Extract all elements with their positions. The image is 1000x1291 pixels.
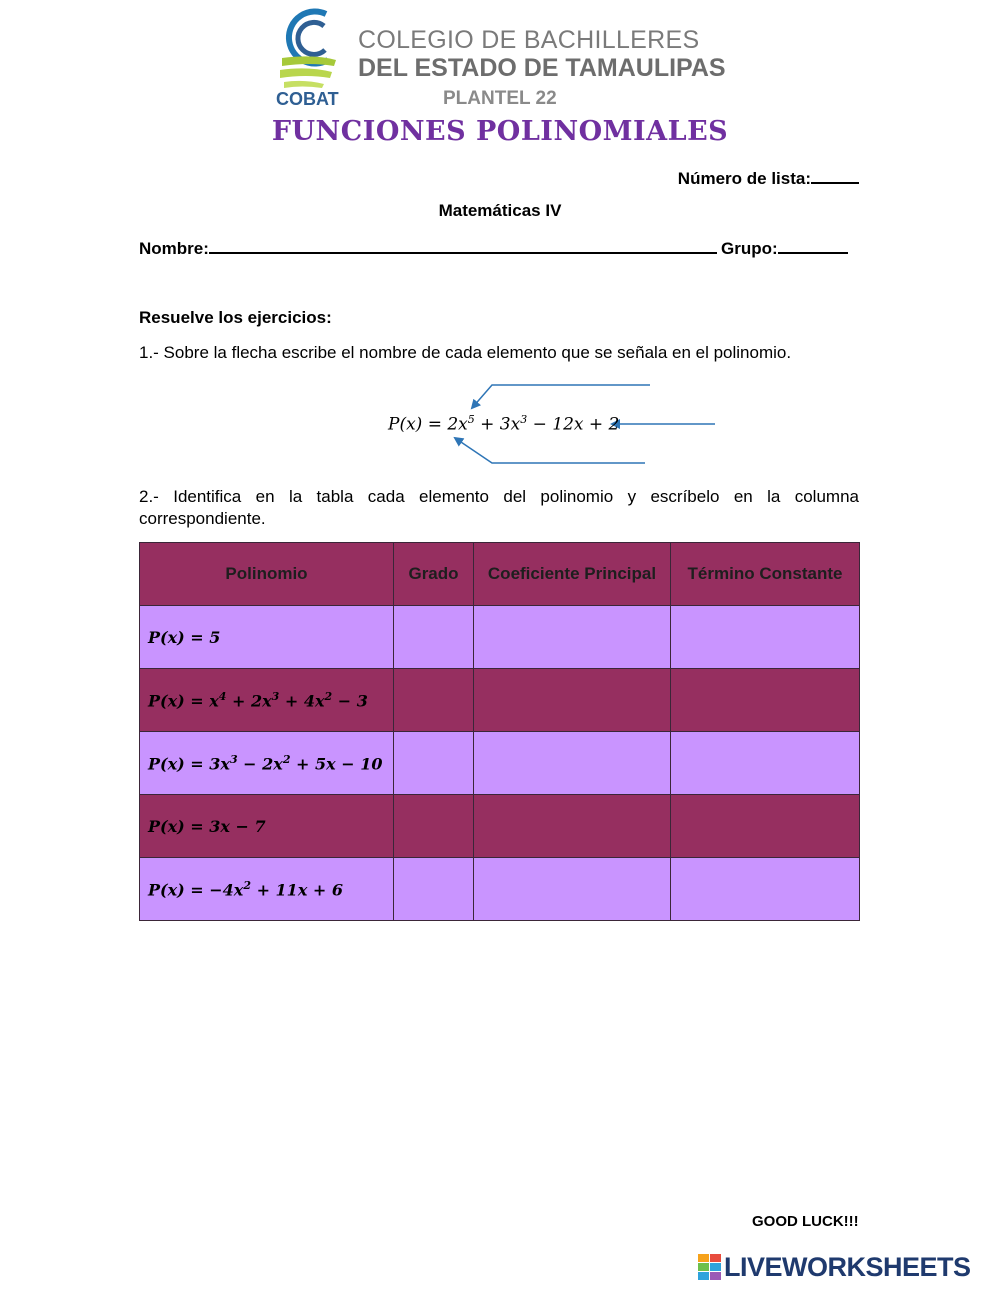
polynomial-cell: P(x) = 3x − 7 xyxy=(140,795,394,858)
polynomial-cell: P(x) = 5 xyxy=(140,606,394,669)
group-blank[interactable] xyxy=(778,236,848,254)
coeficiente-input[interactable] xyxy=(474,858,671,921)
group-label: Grupo: xyxy=(721,239,778,258)
header-polinomio: Polinomio xyxy=(140,543,394,606)
coeficiente-input[interactable] xyxy=(474,795,671,858)
school-name-line2: DEL ESTADO DE TAMAULIPAS xyxy=(358,54,726,82)
subject-label: Matemáticas IV xyxy=(438,201,562,220)
polynomial-cell: $P(x) = x^4 + 2x^3 + 4x^2 - 3$ xyxy=(140,669,394,732)
polynomial-table xyxy=(139,542,860,921)
name-blank[interactable] xyxy=(209,236,717,254)
polynomial-equation: $P(x) = 2x^5 + 3x^3 - 12x + 2$ xyxy=(388,413,620,435)
coeficiente-input[interactable] xyxy=(474,732,671,795)
campus-label: PLANTEL 22 xyxy=(443,88,557,109)
header-grado: Grado xyxy=(394,543,474,606)
list-number-blank[interactable] xyxy=(811,166,859,184)
termino-input[interactable] xyxy=(671,669,860,732)
school-name-line1: COLEGIO DE BACHILLERES xyxy=(358,26,700,54)
arrow-lower xyxy=(455,438,645,463)
list-number-field[interactable] xyxy=(678,166,859,189)
grado-input[interactable] xyxy=(394,732,474,795)
table-row xyxy=(140,858,860,921)
name-label: Nombre: xyxy=(139,239,209,258)
table-row xyxy=(140,606,860,669)
list-number-label: Número de lista: xyxy=(677,169,811,188)
termino-input[interactable] xyxy=(671,795,860,858)
termino-input[interactable] xyxy=(671,732,860,795)
exercise2-text: 2.- Identifica en la tabla cada elemento del polinomio y escríbelo en la columna correspondiente. xyxy=(139,487,859,528)
grado-input[interactable] xyxy=(394,606,474,669)
polynomial-cell: $P(x) = -4x^2 + 11x + 6$ xyxy=(140,858,394,921)
exercise1-text: 1.- Sobre la flecha escribe el nombre de cada elemento que se señala en el polinomio. xyxy=(139,343,792,362)
table-row xyxy=(140,669,860,732)
table-header-row xyxy=(140,543,860,606)
grado-input[interactable] xyxy=(394,669,474,732)
arrow-upper xyxy=(472,385,650,408)
liveworksheets-icon xyxy=(698,1254,722,1280)
logo-text: COBAT xyxy=(276,89,339,109)
liveworksheets-brand[interactable]: LIVEWORKSHEETS xyxy=(724,1252,971,1282)
polynomial-cell: $P(x) = 3x^3 - 2x^2 + 5x - 10$ xyxy=(140,732,394,795)
group-field[interactable] xyxy=(721,236,848,259)
good-luck-text: GOOD LUCK!!! xyxy=(752,1213,859,1230)
table-row xyxy=(140,795,860,858)
table-row xyxy=(140,732,860,795)
coeficiente-input[interactable] xyxy=(474,606,671,669)
header-coeficiente: Coeficiente Principal xyxy=(474,543,671,606)
page-title: FUNCIONES POLINOMIALES xyxy=(271,116,729,147)
termino-input[interactable] xyxy=(671,606,860,669)
grado-input[interactable] xyxy=(394,858,474,921)
header-termino: Término Constante xyxy=(671,543,860,606)
coeficiente-input[interactable] xyxy=(474,669,671,732)
grado-input[interactable] xyxy=(394,795,474,858)
termino-input[interactable] xyxy=(671,858,860,921)
name-field[interactable] xyxy=(139,236,717,259)
instructions-heading: Resuelve los ejercicios: xyxy=(139,308,332,327)
